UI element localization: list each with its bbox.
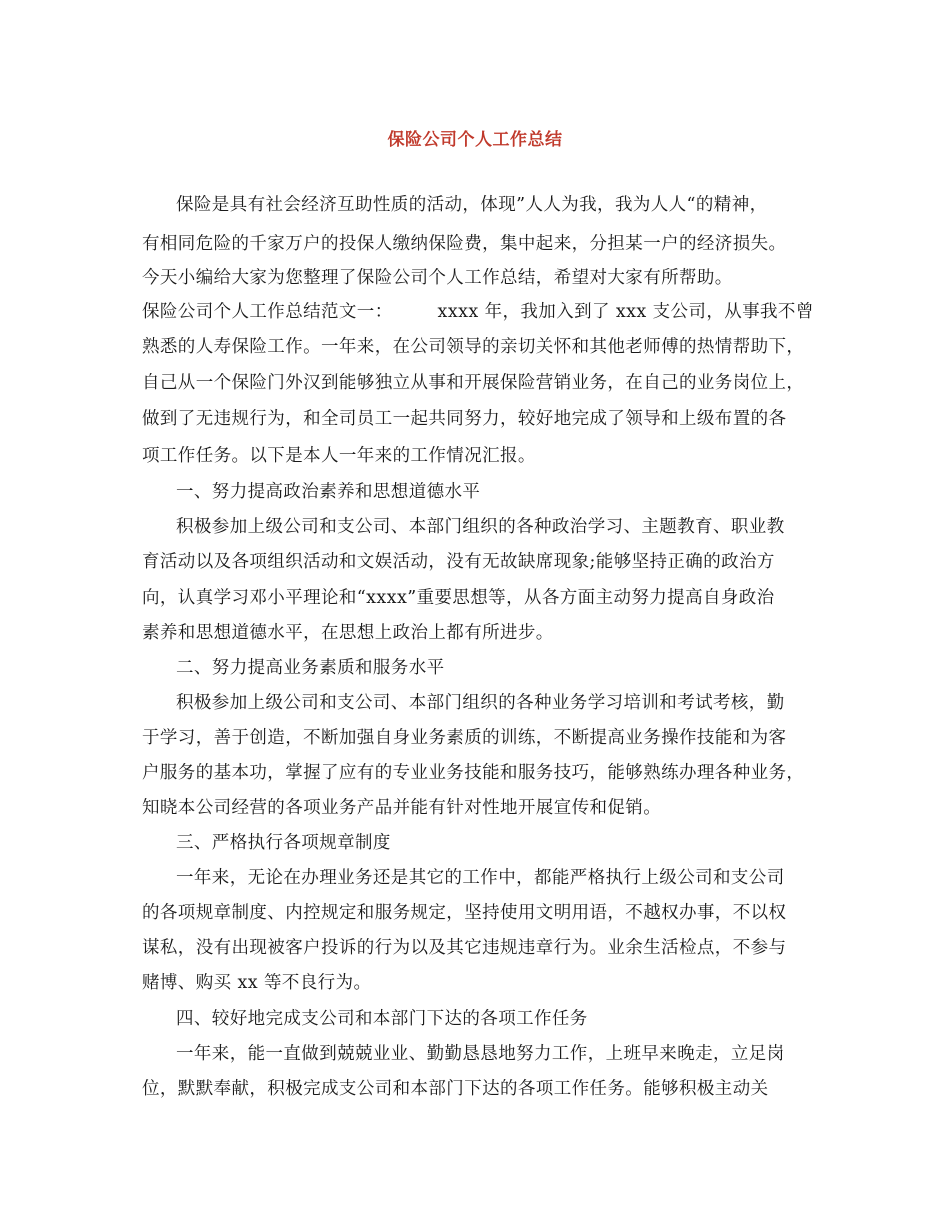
body-line: 今天小编给大家为您整理了保险公司个人工作总结，希望对大家有所帮助。 xyxy=(142,268,733,288)
section-heading: 三、严格执行各项规章制度 xyxy=(176,833,391,853)
body-line: 素养和思想道德水平，在思想上政治上都有所进步。 xyxy=(142,623,554,643)
body-line: 赌博、购买 xx 等不良行为。 xyxy=(142,973,372,993)
body-line: 有相同危险的千家万户的投保人缴纳保险费，集中起来，分担某一户的经济损失。 xyxy=(142,234,787,254)
section-heading: 二、努力提高业务素质和服务水平 xyxy=(176,658,445,678)
body-line: 积极参加上级公司和支公司、本部门组织的各种业务学习培训和考试考核，勤 xyxy=(176,693,785,713)
body-line: 于学习，善于创造，不断加强自身业务素质的训练，不断提高业务操作技能和为客 xyxy=(142,728,787,748)
body-line: 积极参加上级公司和支公司、本部门组织的各种政治学习、主题教育、职业教 xyxy=(176,517,785,537)
body-line: 的各项规章制度、内控规定和服务规定，坚持使用文明用语，不越权办事，不以权 xyxy=(142,903,787,923)
body-line: 熟悉的人寿保险工作。一年来，在公司领导的亲切关怀和其他老师傅的热情帮助下， xyxy=(142,337,805,357)
body-line: 保险公司个人工作总结范文一： xxxx 年，我加入到了 xxx 支公司，从事我不曾 xyxy=(142,302,814,322)
body-line: 保险是具有社会经济互助性质的活动，体现”人人为我，我为人人“的精神， xyxy=(176,195,768,215)
body-line: 一年来，能一直做到兢兢业业、勤勤恳恳地努力工作，上班早来晚走，立足岗 xyxy=(176,1044,785,1064)
body-line: 知晓本公司经营的各项业务产品并能有针对性地开展宣传和促销。 xyxy=(142,798,662,818)
section-heading: 一、努力提高政治素养和思想道德水平 xyxy=(176,482,481,502)
body-line: 自己从一个保险门外汉到能够独立从事和开展保险营销业务，在自己的业务岗位上， xyxy=(142,373,805,393)
body-line: 做到了无违规行为，和全司员工一起共同努力，较好地完成了领导和上级布置的各 xyxy=(142,409,787,429)
body-line: 项工作任务。以下是本人一年来的工作情况汇报。 xyxy=(142,446,536,466)
document-title: 保险公司个人工作总结 xyxy=(387,130,563,150)
section-heading: 四、较好地完成支公司和本部门下达的各项工作任务 xyxy=(176,1009,588,1029)
body-line: 一年来，无论在办理业务还是其它的工作中，都能严格执行上级公司和支公司 xyxy=(176,868,785,888)
body-line: 位，默默奉献，积极完成支公司和本部门下达的各项工作任务。能够积极主动关 xyxy=(142,1079,769,1099)
body-line: 向，认真学习邓小平理论和“xxxx”重要思想等，从各方面主动努力提高自身政治 xyxy=(142,588,775,608)
body-line: 户服务的基本功，掌握了应有的专业业务技能和服务技巧，能够熟练办理各种业务， xyxy=(142,763,805,783)
body-line: 谋私，没有出现被客户投诉的行为以及其它违规违章行为。业余生活检点，不参与 xyxy=(142,938,787,958)
body-line: 育活动以及各项组织活动和文娱活动，没有无故缺席现象;能够坚持正确的政治方 xyxy=(142,552,775,572)
